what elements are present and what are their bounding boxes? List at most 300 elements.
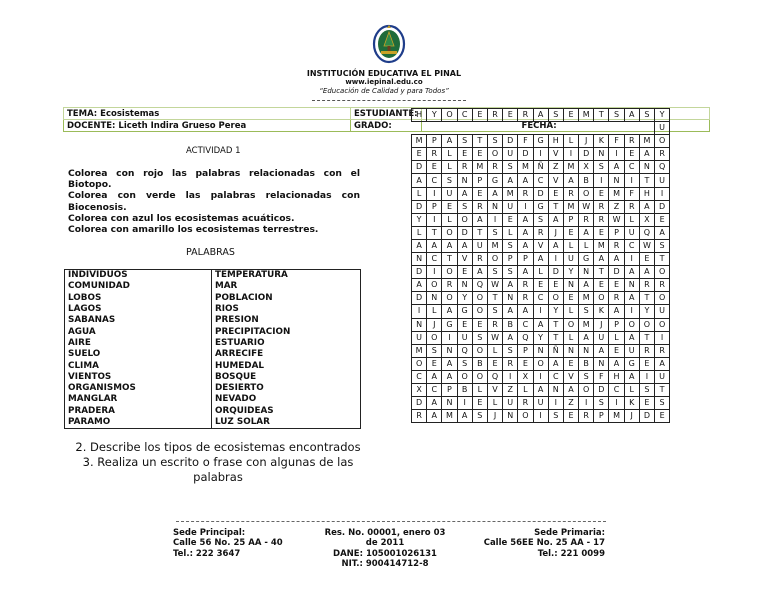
- grid-cell[interactable]: T: [472, 226, 487, 239]
- grid-cell[interactable]: L: [412, 226, 427, 239]
- grid-cell[interactable]: S: [503, 266, 518, 279]
- grid-cell[interactable]: N: [563, 344, 578, 357]
- grid-cell[interactable]: L: [533, 266, 548, 279]
- grid-cell[interactable]: S: [503, 161, 518, 174]
- grid-cell[interactable]: S: [594, 161, 609, 174]
- grid-cell[interactable]: N: [412, 253, 427, 266]
- grid-cell[interactable]: J: [487, 410, 502, 423]
- grid-cell[interactable]: O: [548, 292, 563, 305]
- grid-cell[interactable]: F: [624, 187, 639, 200]
- grid-cell[interactable]: E: [548, 187, 563, 200]
- grid-cell[interactable]: A: [594, 253, 609, 266]
- grid-cell[interactable]: P: [518, 344, 533, 357]
- grid-cell[interactable]: I: [442, 331, 457, 344]
- grid-cell[interactable]: M: [442, 410, 457, 423]
- grid-cell[interactable]: L: [518, 383, 533, 396]
- grid-cell[interactable]: G: [442, 318, 457, 331]
- grid-cell[interactable]: I: [412, 305, 427, 318]
- grid-cell[interactable]: P: [518, 253, 533, 266]
- grid-cell[interactable]: R: [639, 279, 654, 292]
- grid-cell[interactable]: E: [472, 148, 487, 161]
- grid-cell[interactable]: M: [563, 161, 578, 174]
- grid-cell[interactable]: Y: [639, 305, 654, 318]
- grid-cell[interactable]: O: [655, 266, 670, 279]
- grid-cell[interactable]: T: [639, 174, 654, 187]
- grid-cell[interactable]: V: [563, 370, 578, 383]
- grid-cell[interactable]: K: [594, 135, 609, 148]
- grid-cell[interactable]: L: [563, 135, 578, 148]
- grid-cell[interactable]: C: [609, 383, 624, 396]
- grid-cell[interactable]: R: [487, 318, 502, 331]
- grid-cell[interactable]: N: [639, 161, 654, 174]
- grid-cell[interactable]: W: [639, 239, 654, 252]
- grid-cell[interactable]: S: [594, 397, 609, 410]
- grid-cell[interactable]: A: [518, 213, 533, 226]
- grid-cell[interactable]: O: [487, 253, 502, 266]
- grid-cell[interactable]: N: [548, 383, 563, 396]
- grid-cell[interactable]: E: [594, 279, 609, 292]
- grid-cell[interactable]: E: [503, 213, 518, 226]
- grid-cell[interactable]: Y: [412, 213, 427, 226]
- grid-cell[interactable]: E: [427, 161, 442, 174]
- grid-cell[interactable]: O: [472, 305, 487, 318]
- grid-cell[interactable]: J: [624, 410, 639, 423]
- grid-cell[interactable]: U: [442, 187, 457, 200]
- grid-cell[interactable]: N: [563, 279, 578, 292]
- grid-cell[interactable]: N: [594, 148, 609, 161]
- grid-cell[interactable]: G: [487, 174, 502, 187]
- grid-cell[interactable]: R: [579, 213, 594, 226]
- grid-cell[interactable]: E: [412, 148, 427, 161]
- grid-cell[interactable]: R: [487, 109, 502, 122]
- grid-cell[interactable]: L: [412, 187, 427, 200]
- grid-cell[interactable]: R: [563, 187, 578, 200]
- grid-cell[interactable]: E: [563, 292, 578, 305]
- grid-cell[interactable]: A: [609, 305, 624, 318]
- grid-cell[interactable]: A: [518, 266, 533, 279]
- grid-cell[interactable]: Y: [457, 292, 472, 305]
- grid-cell[interactable]: O: [563, 318, 578, 331]
- grid-cell[interactable]: I: [533, 410, 548, 423]
- grid-cell[interactable]: P: [427, 200, 442, 213]
- grid-cell[interactable]: R: [472, 253, 487, 266]
- grid-cell[interactable]: M: [594, 239, 609, 252]
- grid-cell[interactable]: E: [442, 200, 457, 213]
- grid-cell[interactable]: G: [579, 253, 594, 266]
- grid-cell[interactable]: I: [427, 266, 442, 279]
- grid-cell[interactable]: I: [427, 187, 442, 200]
- grid-cell[interactable]: A: [655, 226, 670, 239]
- grid-cell[interactable]: S: [487, 226, 502, 239]
- grid-cell[interactable]: M: [563, 200, 578, 213]
- grid-cell[interactable]: B: [472, 357, 487, 370]
- grid-cell[interactable]: C: [427, 253, 442, 266]
- grid-cell[interactable]: S: [472, 410, 487, 423]
- grid-cell[interactable]: A: [442, 370, 457, 383]
- grid-cell[interactable]: O: [518, 410, 533, 423]
- grid-cell[interactable]: E: [563, 109, 578, 122]
- grid-cell[interactable]: V: [548, 148, 563, 161]
- grid-cell[interactable]: A: [472, 213, 487, 226]
- grid-cell[interactable]: A: [609, 253, 624, 266]
- grid-cell[interactable]: R: [594, 213, 609, 226]
- grid-cell[interactable]: Ñ: [533, 161, 548, 174]
- grid-cell[interactable]: T: [655, 253, 670, 266]
- grid-cell[interactable]: I: [639, 370, 654, 383]
- grid-cell[interactable]: A: [548, 357, 563, 370]
- grid-cell[interactable]: U: [457, 331, 472, 344]
- grid-cell[interactable]: O: [457, 370, 472, 383]
- grid-cell[interactable]: P: [594, 410, 609, 423]
- grid-cell[interactable]: A: [594, 344, 609, 357]
- grid-cell[interactable]: S: [579, 305, 594, 318]
- grid-cell[interactable]: M: [609, 410, 624, 423]
- grid-cell[interactable]: N: [533, 344, 548, 357]
- grid-cell[interactable]: C: [548, 370, 563, 383]
- grid-cell[interactable]: D: [639, 410, 654, 423]
- grid-cell[interactable]: E: [639, 253, 654, 266]
- grid-cell[interactable]: A: [457, 410, 472, 423]
- grid-cell[interactable]: S: [639, 383, 654, 396]
- grid-cell[interactable]: N: [442, 344, 457, 357]
- grid-cell[interactable]: A: [503, 331, 518, 344]
- grid-cell[interactable]: E: [487, 357, 502, 370]
- grid-cell[interactable]: A: [457, 187, 472, 200]
- grid-cell[interactable]: S: [548, 410, 563, 423]
- grid-cell[interactable]: O: [533, 357, 548, 370]
- grid-cell[interactable]: A: [639, 200, 654, 213]
- grid-cell[interactable]: R: [457, 161, 472, 174]
- grid-cell[interactable]: A: [412, 239, 427, 252]
- grid-cell[interactable]: V: [533, 239, 548, 252]
- grid-cell[interactable]: G: [533, 135, 548, 148]
- grid-cell[interactable]: J: [594, 318, 609, 331]
- grid-cell[interactable]: R: [655, 344, 670, 357]
- grid-cell[interactable]: K: [594, 305, 609, 318]
- grid-cell[interactable]: Q: [639, 226, 654, 239]
- grid-cell[interactable]: S: [457, 135, 472, 148]
- grid-cell[interactable]: E: [594, 187, 609, 200]
- grid-cell[interactable]: Q: [457, 344, 472, 357]
- grid-cell[interactable]: N: [503, 410, 518, 423]
- grid-cell[interactable]: R: [442, 279, 457, 292]
- grid-cell[interactable]: E: [639, 357, 654, 370]
- grid-cell[interactable]: Z: [503, 383, 518, 396]
- grid-cell[interactable]: T: [472, 135, 487, 148]
- grid-cell[interactable]: I: [609, 148, 624, 161]
- grid-cell[interactable]: M: [609, 187, 624, 200]
- grid-cell[interactable]: Ñ: [548, 344, 563, 357]
- grid-cell[interactable]: R: [472, 200, 487, 213]
- grid-cell[interactable]: C: [412, 370, 427, 383]
- grid-cell[interactable]: J: [579, 135, 594, 148]
- grid-cell[interactable]: L: [624, 383, 639, 396]
- grid-cell[interactable]: A: [503, 174, 518, 187]
- grid-cell[interactable]: M: [639, 135, 654, 148]
- grid-cell[interactable]: E: [457, 148, 472, 161]
- grid-cell[interactable]: R: [487, 161, 502, 174]
- grid-cell[interactable]: R: [579, 410, 594, 423]
- grid-cell[interactable]: N: [427, 292, 442, 305]
- grid-cell[interactable]: U: [472, 239, 487, 252]
- grid-cell[interactable]: I: [457, 397, 472, 410]
- grid-cell[interactable]: S: [442, 174, 457, 187]
- grid-cell[interactable]: O: [427, 331, 442, 344]
- grid-cell[interactable]: X: [639, 213, 654, 226]
- grid-cell[interactable]: C: [427, 174, 442, 187]
- grid-cell[interactable]: A: [624, 266, 639, 279]
- grid-cell[interactable]: T: [548, 318, 563, 331]
- grid-cell[interactable]: R: [518, 187, 533, 200]
- grid-cell[interactable]: O: [472, 292, 487, 305]
- grid-cell[interactable]: T: [594, 266, 609, 279]
- grid-cell[interactable]: L: [487, 397, 502, 410]
- grid-cell[interactable]: D: [594, 383, 609, 396]
- grid-cell[interactable]: A: [533, 318, 548, 331]
- grid-cell[interactable]: M: [412, 344, 427, 357]
- grid-cell[interactable]: I: [624, 174, 639, 187]
- grid-cell[interactable]: U: [503, 397, 518, 410]
- grid-cell[interactable]: A: [518, 174, 533, 187]
- grid-cell[interactable]: A: [579, 226, 594, 239]
- grid-cell[interactable]: S: [639, 109, 654, 122]
- grid-cell[interactable]: Y: [563, 266, 578, 279]
- grid-cell[interactable]: D: [518, 148, 533, 161]
- grid-cell[interactable]: V: [457, 253, 472, 266]
- grid-cell[interactable]: U: [503, 148, 518, 161]
- grid-cell[interactable]: S: [472, 331, 487, 344]
- grid-cell[interactable]: A: [427, 239, 442, 252]
- grid-cell[interactable]: U: [624, 344, 639, 357]
- grid-cell[interactable]: Q: [518, 331, 533, 344]
- grid-cell[interactable]: N: [487, 200, 502, 213]
- grid-cell[interactable]: G: [624, 357, 639, 370]
- grid-cell[interactable]: I: [624, 253, 639, 266]
- grid-cell[interactable]: D: [412, 161, 427, 174]
- grid-cell[interactable]: I: [579, 397, 594, 410]
- grid-cell[interactable]: R: [624, 135, 639, 148]
- grid-cell[interactable]: A: [427, 397, 442, 410]
- grid-cell[interactable]: W: [579, 200, 594, 213]
- grid-cell[interactable]: U: [655, 122, 670, 135]
- grid-cell[interactable]: V: [487, 383, 502, 396]
- grid-cell[interactable]: A: [442, 357, 457, 370]
- grid-cell[interactable]: T: [639, 292, 654, 305]
- grid-cell[interactable]: C: [427, 383, 442, 396]
- grid-cell[interactable]: A: [472, 266, 487, 279]
- grid-cell[interactable]: P: [472, 174, 487, 187]
- grid-cell[interactable]: D: [579, 148, 594, 161]
- grid-cell[interactable]: R: [594, 200, 609, 213]
- grid-cell[interactable]: R: [609, 239, 624, 252]
- grid-cell[interactable]: T: [594, 109, 609, 122]
- grid-cell[interactable]: G: [533, 200, 548, 213]
- grid-cell[interactable]: A: [639, 148, 654, 161]
- grid-cell[interactable]: D: [548, 266, 563, 279]
- grid-cell[interactable]: C: [518, 318, 533, 331]
- grid-cell[interactable]: V: [548, 174, 563, 187]
- grid-cell[interactable]: Z: [563, 397, 578, 410]
- grid-cell[interactable]: O: [427, 279, 442, 292]
- grid-cell[interactable]: T: [427, 226, 442, 239]
- grid-cell[interactable]: X: [579, 161, 594, 174]
- grid-cell[interactable]: D: [412, 200, 427, 213]
- grid-cell[interactable]: E: [518, 357, 533, 370]
- grid-cell[interactable]: R: [533, 226, 548, 239]
- grid-cell[interactable]: Q: [472, 279, 487, 292]
- grid-cell[interactable]: R: [518, 397, 533, 410]
- grid-cell[interactable]: P: [503, 253, 518, 266]
- grid-cell[interactable]: I: [594, 174, 609, 187]
- grid-cell[interactable]: D: [412, 266, 427, 279]
- grid-cell[interactable]: N: [609, 174, 624, 187]
- grid-cell[interactable]: E: [548, 279, 563, 292]
- grid-cell[interactable]: I: [487, 213, 502, 226]
- grid-cell[interactable]: O: [579, 187, 594, 200]
- grid-cell[interactable]: U: [503, 200, 518, 213]
- grid-cell[interactable]: A: [548, 239, 563, 252]
- grid-cell[interactable]: M: [579, 109, 594, 122]
- grid-cell[interactable]: S: [655, 397, 670, 410]
- grid-cell[interactable]: L: [442, 213, 457, 226]
- grid-cell[interactable]: S: [487, 305, 502, 318]
- grid-cell[interactable]: L: [442, 148, 457, 161]
- grid-cell[interactable]: A: [624, 370, 639, 383]
- grid-cell[interactable]: G: [457, 305, 472, 318]
- grid-cell[interactable]: O: [442, 292, 457, 305]
- grid-cell[interactable]: A: [533, 383, 548, 396]
- grid-cell[interactable]: A: [487, 187, 502, 200]
- grid-cell[interactable]: F: [518, 135, 533, 148]
- grid-cell[interactable]: L: [609, 331, 624, 344]
- grid-cell[interactable]: O: [624, 318, 639, 331]
- grid-cell[interactable]: P: [609, 318, 624, 331]
- grid-cell[interactable]: I: [609, 397, 624, 410]
- grid-cell[interactable]: R: [427, 148, 442, 161]
- grid-cell[interactable]: W: [609, 213, 624, 226]
- grid-cell[interactable]: L: [563, 305, 578, 318]
- grid-cell[interactable]: I: [655, 331, 670, 344]
- grid-cell[interactable]: B: [579, 174, 594, 187]
- grid-cell[interactable]: E: [472, 187, 487, 200]
- grid-cell[interactable]: E: [594, 226, 609, 239]
- grid-cell[interactable]: A: [518, 239, 533, 252]
- grid-cell[interactable]: O: [442, 266, 457, 279]
- grid-cell[interactable]: O: [655, 292, 670, 305]
- grid-cell[interactable]: E: [472, 397, 487, 410]
- grid-cell[interactable]: A: [563, 174, 578, 187]
- grid-cell[interactable]: U: [655, 370, 670, 383]
- grid-cell[interactable]: H: [548, 135, 563, 148]
- grid-cell[interactable]: T: [442, 253, 457, 266]
- grid-cell[interactable]: L: [563, 239, 578, 252]
- grid-cell[interactable]: I: [548, 253, 563, 266]
- grid-cell[interactable]: A: [609, 161, 624, 174]
- grid-cell[interactable]: C: [457, 109, 472, 122]
- grid-cell[interactable]: S: [579, 370, 594, 383]
- grid-cell[interactable]: N: [594, 357, 609, 370]
- grid-cell[interactable]: S: [427, 344, 442, 357]
- grid-cell[interactable]: E: [427, 357, 442, 370]
- grid-cell[interactable]: A: [563, 383, 578, 396]
- grid-cell[interactable]: L: [503, 226, 518, 239]
- grid-cell[interactable]: N: [457, 279, 472, 292]
- grid-cell[interactable]: I: [563, 148, 578, 161]
- grid-cell[interactable]: T: [548, 331, 563, 344]
- grid-cell[interactable]: X: [518, 370, 533, 383]
- grid-cell[interactable]: S: [609, 109, 624, 122]
- grid-cell[interactable]: A: [533, 109, 548, 122]
- grid-cell[interactable]: R: [518, 109, 533, 122]
- grid-cell[interactable]: R: [624, 200, 639, 213]
- grid-cell[interactable]: B: [503, 318, 518, 331]
- grid-cell[interactable]: Y: [533, 331, 548, 344]
- grid-cell[interactable]: E: [563, 410, 578, 423]
- grid-cell[interactable]: O: [655, 135, 670, 148]
- grid-cell[interactable]: E: [655, 410, 670, 423]
- grid-cell[interactable]: N: [624, 279, 639, 292]
- grid-cell[interactable]: T: [655, 383, 670, 396]
- grid-cell[interactable]: W: [487, 331, 502, 344]
- grid-cell[interactable]: R: [412, 410, 427, 423]
- grid-cell[interactable]: P: [427, 135, 442, 148]
- grid-cell[interactable]: N: [579, 344, 594, 357]
- grid-cell[interactable]: S: [503, 344, 518, 357]
- grid-cell[interactable]: A: [427, 410, 442, 423]
- grid-cell[interactable]: N: [457, 174, 472, 187]
- grid-cell[interactable]: U: [533, 397, 548, 410]
- grid-cell[interactable]: B: [579, 357, 594, 370]
- grid-cell[interactable]: O: [412, 357, 427, 370]
- grid-cell[interactable]: D: [503, 135, 518, 148]
- grid-cell[interactable]: P: [609, 226, 624, 239]
- grid-cell[interactable]: S: [503, 239, 518, 252]
- grid-cell[interactable]: U: [624, 226, 639, 239]
- grid-cell[interactable]: U: [594, 331, 609, 344]
- grid-cell[interactable]: H: [609, 370, 624, 383]
- grid-cell[interactable]: A: [624, 292, 639, 305]
- grid-cell[interactable]: A: [442, 305, 457, 318]
- grid-cell[interactable]: N: [503, 292, 518, 305]
- grid-cell[interactable]: T: [487, 292, 502, 305]
- grid-cell[interactable]: A: [442, 135, 457, 148]
- grid-cell[interactable]: P: [442, 383, 457, 396]
- grid-cell[interactable]: Q: [487, 370, 502, 383]
- grid-cell[interactable]: D: [655, 200, 670, 213]
- grid-cell[interactable]: T: [639, 331, 654, 344]
- grid-cell[interactable]: O: [579, 383, 594, 396]
- grid-cell[interactable]: L: [579, 239, 594, 252]
- grid-cell[interactable]: A: [503, 279, 518, 292]
- grid-cell[interactable]: A: [655, 357, 670, 370]
- grid-cell[interactable]: R: [518, 292, 533, 305]
- grid-cell[interactable]: A: [639, 266, 654, 279]
- grid-cell[interactable]: I: [624, 305, 639, 318]
- grid-cell[interactable]: O: [457, 213, 472, 226]
- grid-cell[interactable]: O: [594, 292, 609, 305]
- grid-cell[interactable]: E: [472, 109, 487, 122]
- grid-cell[interactable]: Q: [655, 161, 670, 174]
- grid-cell[interactable]: M: [503, 187, 518, 200]
- grid-cell[interactable]: A: [579, 331, 594, 344]
- grid-cell[interactable]: E: [624, 148, 639, 161]
- grid-cell[interactable]: S: [457, 200, 472, 213]
- grid-cell[interactable]: E: [472, 318, 487, 331]
- grid-cell[interactable]: B: [457, 383, 472, 396]
- grid-cell[interactable]: I: [533, 370, 548, 383]
- grid-cell[interactable]: L: [624, 213, 639, 226]
- grid-cell[interactable]: L: [427, 305, 442, 318]
